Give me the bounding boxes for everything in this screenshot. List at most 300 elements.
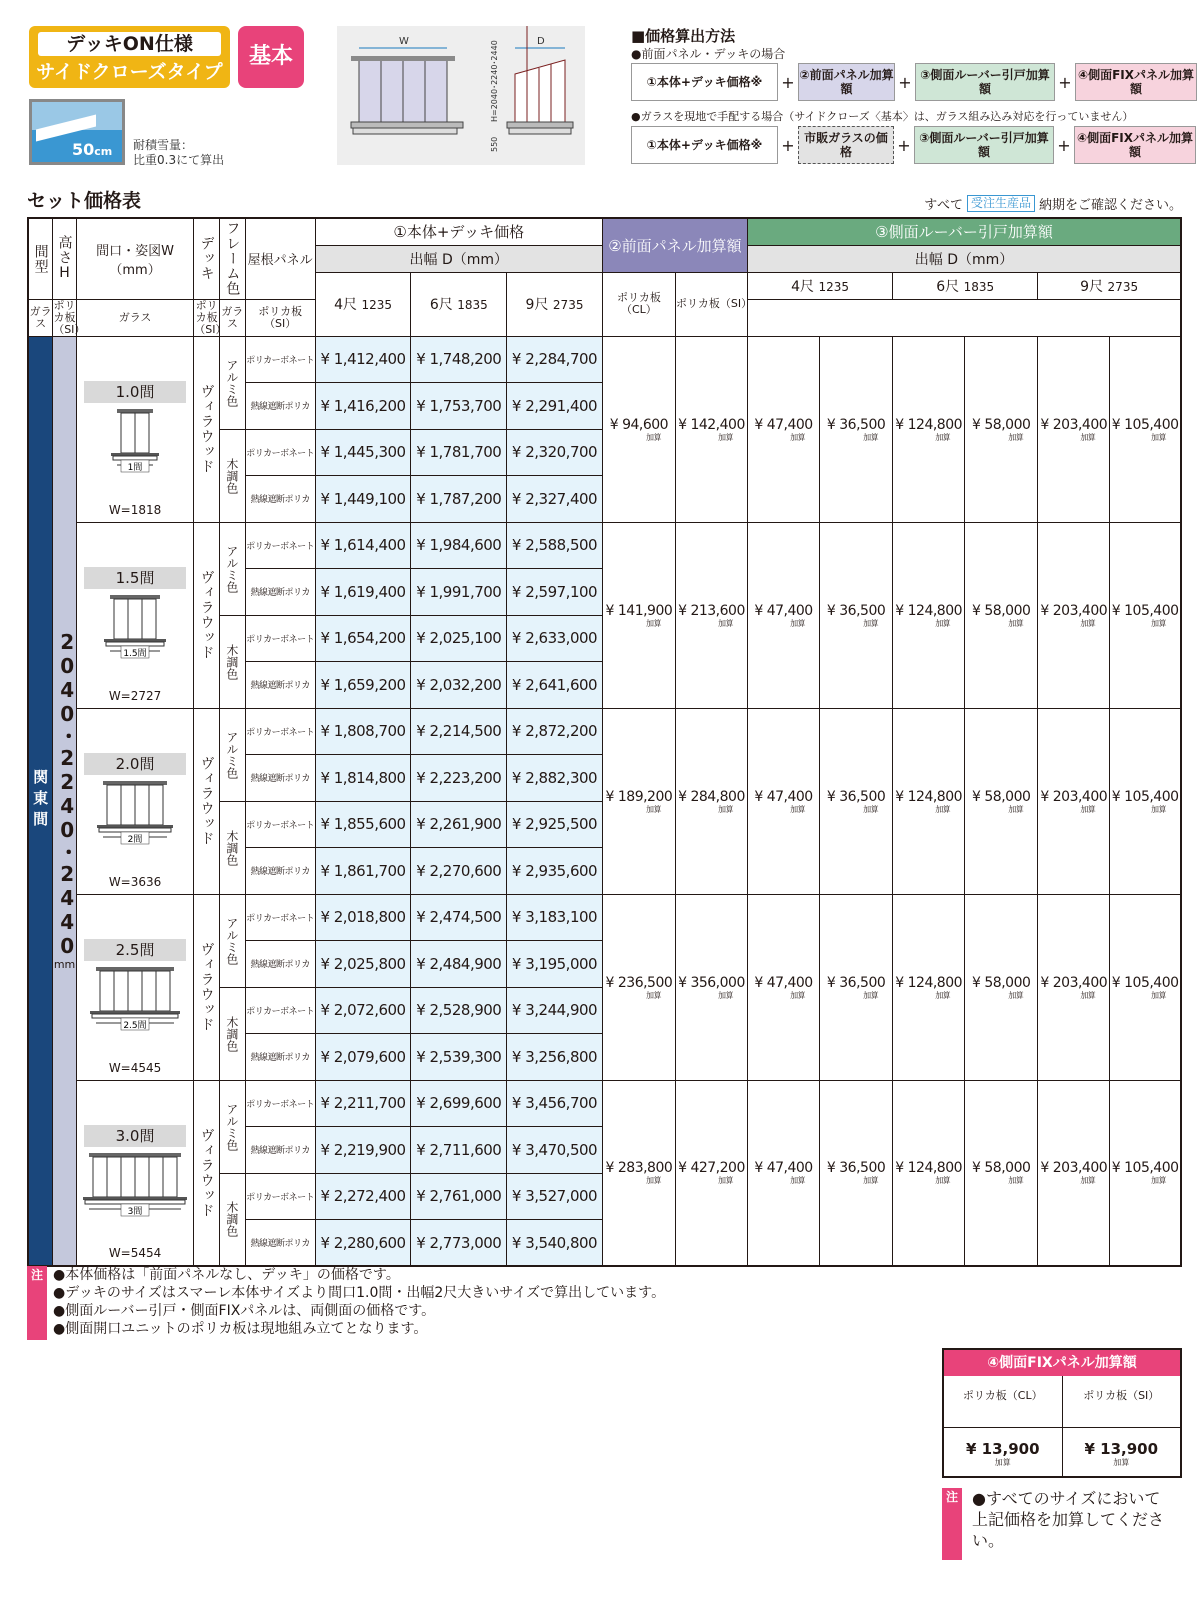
- louver-price: [1038, 708, 1110, 894]
- width-cell: [76, 336, 193, 522]
- add-label: 加算: [1113, 1458, 1130, 1467]
- louver-value: ¥ 47,400: [754, 788, 813, 805]
- main-d6-mm: 1835: [457, 298, 488, 312]
- deck-cell: [194, 894, 220, 1080]
- front-panel-value: ¥ 189,200: [605, 788, 673, 805]
- louver-price: [820, 1080, 893, 1266]
- add-label: 加算: [994, 1458, 1011, 1467]
- main-price-cell: ¥ 2,882,300: [507, 755, 603, 802]
- table-row: [28, 522, 1181, 569]
- main-price-cell: ¥ 2,280,600: [315, 1220, 411, 1267]
- louver-price: [1110, 336, 1181, 522]
- louver-price: [893, 336, 965, 522]
- add-label: 加算: [863, 432, 879, 442]
- front-panel-price: [675, 336, 747, 522]
- louver-value: ¥ 47,400: [754, 1160, 813, 1177]
- add-label: 加算: [645, 432, 661, 442]
- main-price-cell: ¥ 2,773,000: [411, 1220, 507, 1267]
- louver-price: [965, 708, 1038, 894]
- frame-color-label: アルミ色: [224, 1102, 239, 1151]
- main-price-cell: ¥ 3,470,500: [507, 1127, 603, 1174]
- main-price-cell: ¥ 1,659,200: [315, 662, 411, 709]
- note-item: ●側面ルーバー引戸・側面FIXパネルは、両側面の価格です。: [53, 1303, 436, 1319]
- deck-name: ヴィラウッド: [198, 1127, 215, 1218]
- main-price-cell: ¥ 3,256,800: [507, 1034, 603, 1081]
- width-cell: [76, 522, 193, 708]
- snow-load-icon: [29, 99, 125, 165]
- width-mark-label: 1.5間: [123, 649, 147, 659]
- main-price-cell: ¥ 2,025,100: [411, 615, 507, 662]
- roof-cell: 熱線遮断ポリカ: [245, 1034, 315, 1081]
- col-frame: [219, 218, 245, 299]
- frame-cell: [219, 987, 245, 1080]
- frame-cell: [219, 429, 245, 522]
- width-elevation-icon: [90, 1147, 180, 1227]
- louver-d6-label: 6尺: [936, 278, 960, 295]
- fix-note: ●すべてのサイズにおいて上記価格を加算してください。: [972, 1489, 1165, 1550]
- louver-price: [1110, 894, 1181, 1080]
- snow-load-value: 50: [72, 140, 95, 159]
- louver-glass: ガラス: [76, 299, 193, 336]
- fix-note-tag: 注: [942, 1488, 962, 1560]
- diagram-w-label: W: [399, 36, 409, 47]
- fix-val-si-price: ¥ 13,900: [1084, 1440, 1159, 1458]
- width-mark-label: 2.5間: [123, 1021, 147, 1031]
- fix-col-cl: ポリカ板（CL）: [944, 1376, 1063, 1427]
- louver-value: ¥ 203,400: [1040, 788, 1108, 805]
- main-price-cell: ¥ 2,223,200: [411, 755, 507, 802]
- add-label: 加算: [645, 1176, 661, 1186]
- louver-price: [1038, 522, 1110, 708]
- front-panel-value: ¥ 141,900: [605, 602, 673, 619]
- deck-name: ヴィラウッド: [198, 384, 215, 474]
- calc-formula-2: [631, 124, 1196, 166]
- deck-cell: [194, 1080, 220, 1266]
- snow-load-note: [133, 138, 224, 168]
- width-cell: [76, 1080, 193, 1266]
- front-panel-value: ¥ 94,600: [609, 416, 669, 433]
- louver-price: [748, 708, 820, 894]
- main-price-cell: ¥ 1,449,100: [315, 476, 411, 523]
- front-panel-value: ¥ 356,000: [678, 974, 745, 991]
- louver-value: ¥ 58,000: [972, 602, 1031, 619]
- table-row: [28, 336, 1181, 383]
- main-price-cell: ¥ 2,528,900: [411, 987, 507, 1034]
- add-label: 加算: [790, 1176, 806, 1186]
- louver-value: ¥ 105,400: [1111, 974, 1179, 991]
- louver-price: [1038, 336, 1110, 522]
- plus-sign: +: [781, 72, 795, 92]
- louver-value: ¥ 203,400: [1040, 974, 1108, 991]
- main-d6-label: 6尺: [429, 297, 453, 313]
- table-row: [28, 894, 1181, 941]
- main-price-cell: ¥ 1,984,600: [411, 522, 507, 569]
- add-label: 加算: [718, 618, 734, 628]
- add-label: 加算: [1080, 618, 1096, 628]
- louver-si: ポリカ板（SI）: [194, 298, 227, 336]
- roof-cell: 熱線遮断ポリカ: [245, 755, 315, 802]
- col-height: [53, 218, 77, 299]
- add-label: 加算: [790, 990, 806, 1000]
- front-panel-value: ¥ 236,500: [605, 974, 673, 991]
- main-price-cell: ¥ 3,527,000: [507, 1173, 603, 1220]
- frame-color-label: アルミ色: [224, 730, 239, 779]
- louver-value: ¥ 47,400: [754, 974, 813, 991]
- louver-value: ¥ 124,800: [895, 602, 963, 619]
- louver-d6: [893, 272, 1038, 299]
- width-size-label: 1.5間: [84, 567, 186, 589]
- width-elevation-icon: [90, 403, 180, 483]
- louver-value: ¥ 36,500: [826, 788, 886, 805]
- louver-depth-header: 出幅 D（mm）: [748, 245, 1181, 272]
- add-label: 加算: [718, 804, 734, 814]
- width-value: W=1818: [108, 502, 162, 517]
- calc-box-glass: 市販ガラスの価格: [798, 126, 894, 164]
- main-price-cell: ¥ 2,641,600: [507, 662, 603, 709]
- table-row: [28, 708, 1181, 755]
- front-panel-price: [675, 708, 747, 894]
- main-price-cell: ¥ 1,748,200: [411, 336, 507, 383]
- louver-value: ¥ 124,800: [895, 1160, 963, 1177]
- add-label: 加算: [1151, 432, 1166, 442]
- louver-price: [748, 894, 820, 1080]
- add-label: 加算: [935, 990, 951, 1000]
- add-label: 加算: [645, 804, 661, 814]
- louver-value: ¥ 47,400: [754, 602, 813, 619]
- frame-cell: [219, 615, 245, 708]
- add-label: 加算: [935, 432, 951, 442]
- add-label: 加算: [718, 432, 734, 442]
- front-panel-value: ¥ 283,800: [605, 1160, 673, 1177]
- roof-cell: ポリカーボネート: [245, 1080, 315, 1127]
- add-label: 加算: [1151, 990, 1166, 1000]
- plus-sign: +: [897, 135, 911, 155]
- louver-price: [1038, 894, 1110, 1080]
- louver-price: [965, 336, 1038, 522]
- col-frame-label: フレーム色: [224, 221, 241, 297]
- roof-cell: ポリカーボネート: [245, 801, 315, 848]
- roof-cell: 熱線遮断ポリカ: [245, 476, 315, 523]
- louver-value: ¥ 105,400: [1111, 1160, 1179, 1177]
- price-table: [27, 217, 1182, 1267]
- louver-price: [965, 1080, 1038, 1266]
- louver-price: [1110, 708, 1181, 894]
- louver-value: ¥ 105,400: [1111, 602, 1179, 619]
- louver-d4-label: 4尺: [791, 278, 815, 295]
- type-label: 関東間: [31, 769, 50, 833]
- col-roof: 屋根パネル: [245, 218, 315, 299]
- louver-value: ¥ 36,500: [826, 416, 886, 433]
- col-type-label: 間型: [32, 243, 49, 274]
- snow-note-line2: 比重0.3にて算出: [133, 153, 225, 167]
- note-item: ●側面開口ユニットのポリカ板は現地組み立てとなります。: [53, 1321, 428, 1337]
- louver-price: [820, 708, 893, 894]
- louver-price: [820, 522, 893, 708]
- width-cell: [76, 708, 193, 894]
- front-panel-price: [675, 522, 747, 708]
- col-louver: ③側面ルーバー引戸加算額: [748, 218, 1181, 245]
- louver-d9: [1038, 272, 1181, 299]
- front-panel-price: [602, 708, 675, 894]
- louver-value: ¥ 36,500: [826, 974, 886, 991]
- notes-list: [53, 1266, 665, 1338]
- main-price-cell: ¥ 1,861,700: [315, 848, 411, 895]
- main-price-cell: ¥ 3,540,800: [507, 1220, 603, 1267]
- louver-price: [893, 894, 965, 1080]
- width-value: W=2727: [108, 688, 162, 703]
- louver-value: ¥ 36,500: [826, 602, 886, 619]
- frame-cell: [219, 522, 245, 615]
- main-price-cell: ¥ 2,474,500: [411, 894, 507, 941]
- frame-cell: [219, 336, 245, 429]
- main-price-cell: ¥ 2,072,600: [315, 987, 411, 1034]
- main-price-cell: ¥ 2,761,000: [411, 1173, 507, 1220]
- deck-cell: [194, 708, 220, 894]
- calc-box-louver-2: ③側面ルーバー引戸加算額: [914, 126, 1054, 164]
- add-label: 加算: [790, 618, 806, 628]
- deck-name: ヴィラウッド: [198, 756, 215, 846]
- col-width: 間口・姿図W（mm）: [76, 218, 193, 299]
- frame-color-label: 木調色: [224, 1015, 239, 1052]
- louver-value: ¥ 58,000: [972, 974, 1031, 991]
- fix-val-cl-price: ¥ 13,900: [965, 1440, 1040, 1458]
- main-price-cell: ¥ 2,633,000: [507, 615, 603, 662]
- roof-cell: 熱線遮断ポリカ: [245, 662, 315, 709]
- basic-badge: 基本: [238, 26, 304, 88]
- main-d4-mm: 1235: [361, 298, 392, 312]
- fix-col-si: ポリカ板（SI）: [1083, 1389, 1160, 1402]
- add-label: 加算: [790, 432, 806, 442]
- front-panel-price: [675, 1080, 747, 1266]
- add-label: 加算: [1080, 432, 1096, 442]
- main-price-cell: ¥ 1,781,700: [411, 429, 507, 476]
- calc-title: ■価格算出方法: [631, 27, 736, 45]
- main-price-cell: ¥ 2,284,700: [507, 336, 603, 383]
- main-price-cell: ¥ 3,195,000: [507, 941, 603, 988]
- add-label: 加算: [1080, 990, 1096, 1000]
- louver-value: ¥ 203,400: [1040, 416, 1108, 433]
- main-price-cell: ¥ 2,935,600: [507, 848, 603, 895]
- louver-price: [965, 522, 1038, 708]
- main-d4: [315, 272, 411, 336]
- order-note-post: 納期をご確認ください。: [1038, 198, 1182, 213]
- width-size-label: 2.0間: [84, 753, 186, 775]
- fix-panel-title: ④側面FIXパネル加算額: [944, 1350, 1180, 1376]
- louver-d4: [748, 272, 893, 299]
- main-price-cell: ¥ 3,456,700: [507, 1080, 603, 1127]
- front-panel-price: [602, 1080, 675, 1266]
- main-price-cell: ¥ 1,787,200: [411, 476, 507, 523]
- main-price-cell: ¥ 2,699,600: [411, 1080, 507, 1127]
- table-row: [28, 1080, 1181, 1127]
- main-price-cell: ¥ 2,925,500: [507, 801, 603, 848]
- calc-box-main-2: ①本体+デッキ価格※: [631, 126, 778, 164]
- main-d9-mm: 2735: [552, 298, 584, 312]
- diagram-h-label: H=2040･2240･2440: [490, 40, 499, 122]
- calc-box-louver: ③側面ルーバー引戸加算額: [915, 63, 1055, 101]
- louver-d6-mm: 1835: [963, 279, 995, 294]
- louver-value: ¥ 36,500: [826, 1160, 886, 1177]
- louver-price: [748, 1080, 820, 1266]
- calc-box-fix: ④側面FIXパネル加算額: [1075, 63, 1197, 101]
- add-label: 加算: [935, 804, 951, 814]
- louver-value: ¥ 58,000: [972, 788, 1031, 805]
- front-panel-price: [602, 522, 675, 708]
- frame-cell: [219, 894, 245, 987]
- roof-cell: ポリカーボネート: [245, 894, 315, 941]
- louver-value: ¥ 105,400: [1111, 416, 1179, 433]
- width-mark-label: 3間: [127, 1206, 143, 1217]
- frame-color-label: アルミ色: [224, 544, 239, 593]
- front-panel-price: [602, 336, 675, 522]
- fix-val-cl: [944, 1428, 1063, 1476]
- roof-cell: 熱線遮断ポリカ: [245, 383, 315, 430]
- col-type: [28, 218, 53, 299]
- add-label: 加算: [1008, 432, 1024, 442]
- width-mark-label: 2間: [127, 835, 143, 845]
- main-price-cell: ¥ 1,991,700: [411, 569, 507, 616]
- add-label: 加算: [1080, 804, 1096, 814]
- main-price-cell: ¥ 2,214,500: [411, 708, 507, 755]
- main-price-cell: ¥ 1,416,200: [315, 383, 411, 430]
- frame-cell: [219, 1173, 245, 1266]
- roof-cell: 熱線遮断ポリカ: [245, 569, 315, 616]
- width-mark-label: 1間: [127, 463, 143, 473]
- front-panel-price: [675, 894, 747, 1080]
- calc-case2: ●ガラスを現地で手配する場合（サイドクローズ〈基本〉は、ガラス組み込み対応を行っていません）: [631, 110, 1134, 123]
- add-label: 加算: [645, 990, 661, 1000]
- louver-price: [1038, 1080, 1110, 1266]
- roof-cell: ポリカーボネート: [245, 708, 315, 755]
- louver-d9-mm: 2735: [1107, 279, 1139, 294]
- col-deck-label: デッキ: [198, 236, 215, 282]
- louver-d9-label: 9尺: [1080, 278, 1104, 295]
- add-label: 加算: [1008, 1176, 1024, 1186]
- louver-price: [820, 894, 893, 1080]
- note-item: ●本体価格は「前面パネルなし、デッキ」の価格です。: [53, 1267, 400, 1283]
- deck-name: ヴィラウッド: [198, 942, 215, 1032]
- diagram-d-label: D: [537, 36, 545, 47]
- louver-price: [1110, 522, 1181, 708]
- plus-sign: +: [898, 72, 912, 92]
- note-tag: 注: [27, 1266, 47, 1340]
- frame-cell: [219, 1080, 245, 1173]
- main-depth-header: 出幅 D（mm）: [315, 245, 602, 272]
- main-price-cell: ¥ 1,654,200: [315, 615, 411, 662]
- frame-cell: [219, 801, 245, 894]
- main-d9: [507, 272, 603, 336]
- add-label: 加算: [1008, 990, 1024, 1000]
- louver-price: [820, 336, 893, 522]
- louver-si: ポリカ板（SI）: [245, 299, 315, 336]
- width-value: W=5454: [108, 1246, 162, 1260]
- front-panel-value: ¥ 213,600: [678, 602, 745, 619]
- col-front-panel: ②前面パネル加算額: [602, 218, 747, 272]
- louver-price: [893, 708, 965, 894]
- louver-glass: ガラス: [219, 299, 245, 336]
- main-d4-label: 4尺: [334, 297, 357, 313]
- main-price-cell: ¥ 1,619,400: [315, 569, 411, 616]
- louver-value: ¥ 203,400: [1040, 602, 1108, 619]
- add-label: 加算: [1080, 1176, 1096, 1186]
- calc-case1: ●前面パネル・デッキの場合: [631, 47, 786, 61]
- main-price-cell: ¥ 1,855,600: [315, 801, 411, 848]
- calc-box-fix-2: ④側面FIXパネル加算額: [1074, 126, 1196, 164]
- louver-value: ¥ 124,800: [895, 788, 963, 805]
- front-si: ポリカ板（SI）: [675, 272, 747, 336]
- width-size-label: 3.0間: [84, 1125, 186, 1147]
- main-price-cell: ¥ 1,814,800: [315, 755, 411, 802]
- fix-panel-box: [942, 1348, 1182, 1478]
- add-label: 加算: [1151, 804, 1166, 814]
- frame-color-label: 木調色: [224, 829, 239, 866]
- frame-color-label: アルミ色: [224, 358, 239, 407]
- roof-cell: 熱線遮断ポリカ: [245, 941, 315, 988]
- add-label: 加算: [718, 1176, 734, 1186]
- main-price-cell: ¥ 2,588,500: [507, 522, 603, 569]
- width-elevation-icon: [90, 589, 180, 669]
- deck-cell: [194, 522, 220, 708]
- main-price-cell: ¥ 2,079,600: [315, 1034, 411, 1081]
- louver-price: [1110, 1080, 1181, 1266]
- calc-formula-1: [631, 61, 1197, 103]
- louver-price: [893, 522, 965, 708]
- main-price-cell: ¥ 2,291,400: [507, 383, 603, 430]
- add-label: 加算: [935, 618, 951, 628]
- plus-sign: +: [781, 135, 795, 155]
- front-panel-price: [602, 894, 675, 1080]
- louver-price: [748, 522, 820, 708]
- width-value: W=3636: [108, 874, 162, 889]
- main-price-cell: ¥ 2,597,100: [507, 569, 603, 616]
- louver-value: ¥ 47,400: [754, 416, 813, 433]
- roof-cell: ポリカーボネート: [245, 1173, 315, 1220]
- spec-badge-line2: サイドクローズタイプ: [36, 61, 223, 83]
- snow-load-unit: cm: [94, 145, 113, 158]
- add-label: 加算: [718, 990, 734, 1000]
- front-panel-value: ¥ 142,400: [678, 416, 745, 433]
- louver-value: ¥ 124,800: [895, 974, 963, 991]
- main-price-cell: ¥ 2,261,900: [411, 801, 507, 848]
- height-cell: [53, 336, 80, 1266]
- louver-value: ¥ 124,800: [895, 416, 963, 433]
- roof-cell: ポリカーボネート: [245, 336, 315, 383]
- main-price-cell: ¥ 2,872,200: [507, 708, 603, 755]
- add-label: 加算: [863, 990, 879, 1000]
- frame-color-label: アルミ色: [224, 916, 239, 965]
- add-label: 加算: [1151, 1176, 1166, 1186]
- fix-val-si: [1063, 1428, 1181, 1476]
- roof-cell: ポリカーボネート: [245, 522, 315, 569]
- roof-cell: 熱線遮断ポリカ: [245, 1220, 315, 1267]
- main-price-cell: ¥ 1,445,300: [315, 429, 411, 476]
- main-price-cell: ¥ 2,711,600: [411, 1127, 507, 1174]
- add-label: 加算: [1008, 804, 1024, 814]
- add-label: 加算: [863, 618, 879, 628]
- height-label: 2040・2240・2440: [55, 630, 80, 959]
- width-cell: [76, 894, 193, 1080]
- diagram-deck-height: 550: [490, 136, 499, 152]
- add-label: 加算: [790, 804, 806, 814]
- main-price-cell: ¥ 3,244,900: [507, 987, 603, 1034]
- set-price-title: セット価格表: [27, 190, 142, 212]
- main-price-cell: ¥ 2,539,300: [411, 1034, 507, 1081]
- main-price-cell: ¥ 2,270,600: [411, 848, 507, 895]
- main-price-cell: ¥ 2,320,700: [507, 429, 603, 476]
- spec-badge-line1: デッキON仕様: [38, 32, 221, 56]
- louver-si: ポリカ板（SI）: [53, 298, 86, 336]
- louver-price: [893, 1080, 965, 1266]
